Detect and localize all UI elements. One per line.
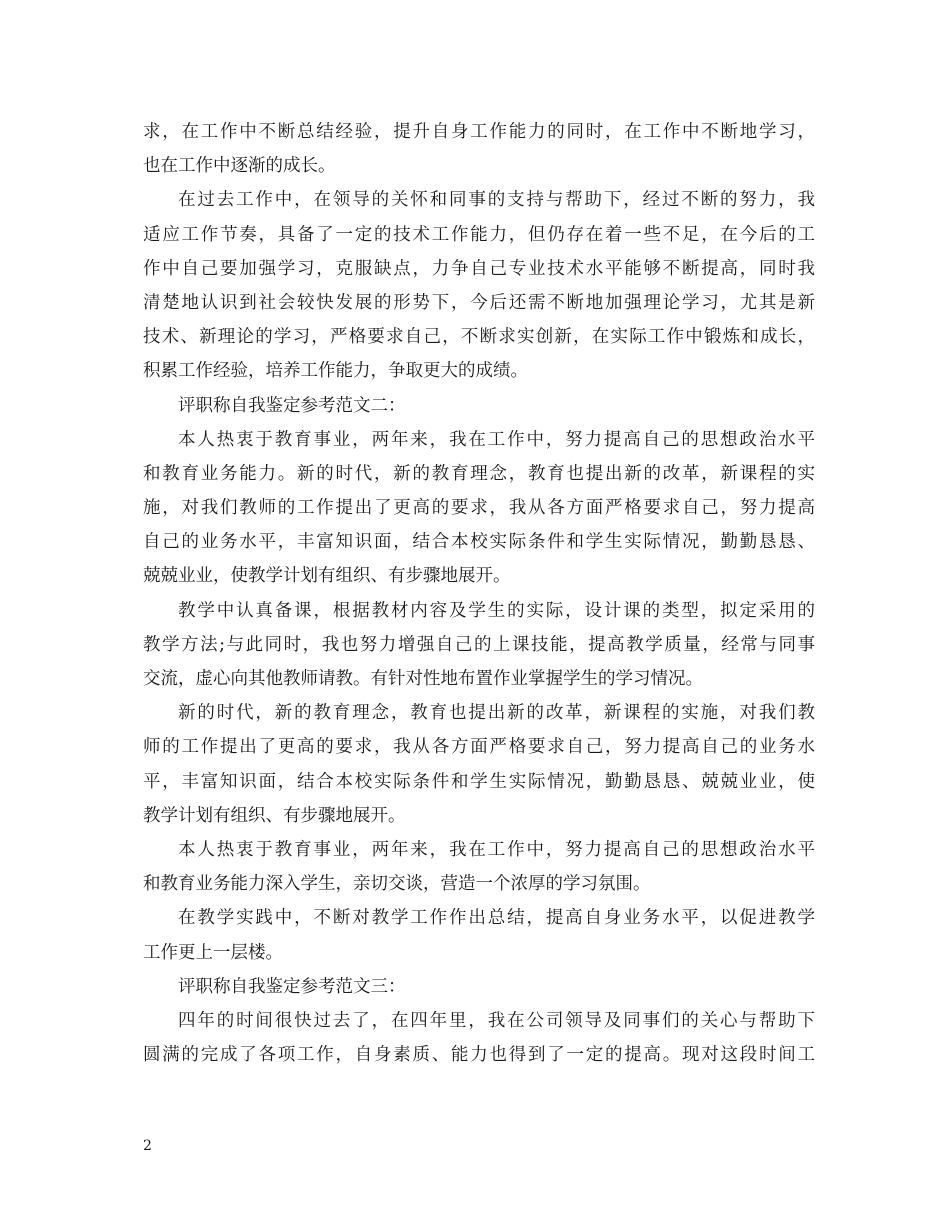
paragraph (143, 183, 815, 388)
paragraph (143, 696, 815, 833)
paragraph-line: 作中自己要加强学习，克服缺点，力争自己专业技术水平能够不断提高，同时我 (143, 258, 815, 279)
paragraph-line: 新的时代，新的教育理念，教育也提出新的改革，新课程的实施，对我们教 (178, 703, 815, 724)
paragraph-line: 施，对我们教师的工作提出了更高的要求，我从各方面严格要求自己，努力提高 (143, 498, 815, 519)
paragraph (143, 1004, 815, 1072)
paragraph-line: 圆满的完成了各项工作，自身素质、能力也得到了一定的提高。现对这段时间工 (143, 1045, 815, 1066)
paragraph-line: 师的工作提出了更高的要求，我从各方面严格要求自己，努力提高自己的业务水 (143, 737, 815, 758)
paragraph-line: 兢兢业业，使教学计划有组织、有步骤地展开。 (143, 566, 511, 587)
paragraph-line: 评职称自我鉴定参考范文二： (178, 395, 406, 416)
page-number: 2 (143, 1138, 152, 1154)
paragraph (143, 970, 815, 1004)
paragraph-line: 四年的时间很快过去了，在四年里，我在公司领导及同事们的关心与帮助下 (178, 1010, 815, 1031)
paragraph-line: 清楚地认识到社会较快发展的形势下，今后还需不断地加强理论学习，尤其是新 (143, 292, 815, 313)
paragraph-line: 求，在工作中不断总结经验，提升自身工作能力的同时，在工作中不断地学习， (143, 122, 815, 142)
paragraph-line: 工作更上一层楼。 (143, 942, 283, 963)
paragraph-line: 积累工作经验，培养工作能力，争取更大的成绩。 (143, 361, 528, 382)
paragraph-line: 教学方法;与此同时，我也努力增强自己的上课技能，提高教学质量，经常与同事 (143, 634, 815, 655)
paragraph-line: 也在工作中逐渐的成长。 (143, 156, 336, 177)
paragraph-line: 评职称自我鉴定参考范文三： (178, 976, 406, 997)
paragraph-line: 交流，虚心向其他教师请教。有针对性地布置作业掌握学生的学习情况。 (143, 669, 703, 689)
paragraph-line: 平，丰富知识面，结合本校实际条件和学生实际情况，勤勤恳恳、兢兢业业，使 (143, 771, 815, 792)
document-body (143, 115, 815, 1072)
paragraph-line: 在过去工作中，在领导的关怀和同事的支持与帮助下，经过不断的努力，我 (178, 190, 815, 211)
paragraph-line: 本人热衷于教育事业，两年来，我在工作中，努力提高自己的思想政治水平 (178, 839, 815, 860)
paragraph-line: 和教育业务能力深入学生，亲切交谈，营造一个浓厚的学习氛围。 (143, 874, 651, 895)
paragraph (143, 115, 815, 183)
paragraph (143, 423, 815, 594)
paragraph-line: 本人热衷于教育事业，两年来，我在工作中，努力提高自己的思想政治水平 (178, 429, 815, 450)
paragraph-line: 在教学实践中，不断对教学工作作出总结，提高自身业务水平，以促进教学 (178, 908, 815, 929)
paragraph-line: 教学中认真备课，根据教材内容及学生的实际，设计课的类型，拟定采用的 (178, 600, 815, 621)
paragraph (143, 389, 815, 423)
paragraph (143, 833, 815, 901)
paragraph-line: 技术、新理论的学习，严格要求自己，不断求实创新，在实际工作中锻炼和成长， (143, 327, 815, 348)
paragraph-line: 自己的业务水平，丰富知识面，结合本校实际条件和学生实际情况，勤勤恳恳、 (143, 532, 815, 553)
paragraph (143, 594, 815, 697)
paragraph-line: 教学计划有组织、有步骤地展开。 (143, 805, 406, 826)
paragraph (143, 901, 815, 969)
paragraph-line: 和教育业务能力。新的时代，新的教育理念，教育也提出新的改革，新课程的实 (143, 463, 815, 484)
paragraph-line: 适应工作节奏，具备了一定的技术工作能力，但仍存在着一些不足，在今后的工 (143, 224, 815, 245)
